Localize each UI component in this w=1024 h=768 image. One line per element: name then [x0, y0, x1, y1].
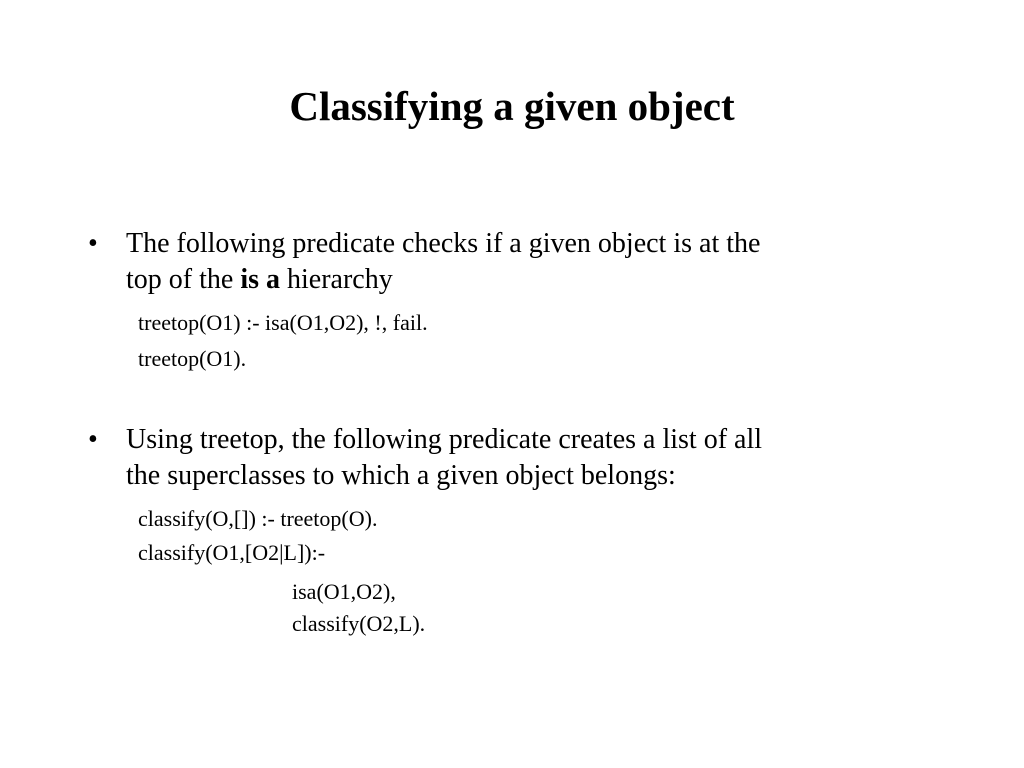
- code-line-indented: classify(O2,L).: [292, 611, 426, 636]
- bullet-marker: •: [88, 424, 98, 455]
- code-line: classify(O1,[O2|L]):-: [138, 540, 326, 565]
- bullet-text-line: the superclasses to which a given object belongs:: [126, 460, 676, 491]
- bullet-marker: •: [88, 228, 98, 259]
- code-line-indented: isa(O1,O2),: [292, 579, 396, 604]
- bullet-text: [126, 226, 926, 298]
- code-line: classify(O,[]) :- treetop(O).: [138, 506, 378, 531]
- bullet-text-segment: top of the: [126, 264, 241, 295]
- code-line: treetop(O1).: [138, 346, 247, 371]
- bullet-text: [126, 422, 926, 494]
- slide-title: Classifying a given object: [289, 83, 735, 129]
- bold-term: is a: [240, 264, 280, 295]
- bullet-text-line: The following predicate checks if a given object is at the: [126, 228, 761, 259]
- bullet-text-segment: hierarchy: [280, 264, 393, 295]
- code-line: treetop(O1) :- isa(O1,O2), !, fail.: [138, 310, 428, 335]
- bullet-text-line: Using treetop, the following predicate creates a list of all: [126, 424, 763, 455]
